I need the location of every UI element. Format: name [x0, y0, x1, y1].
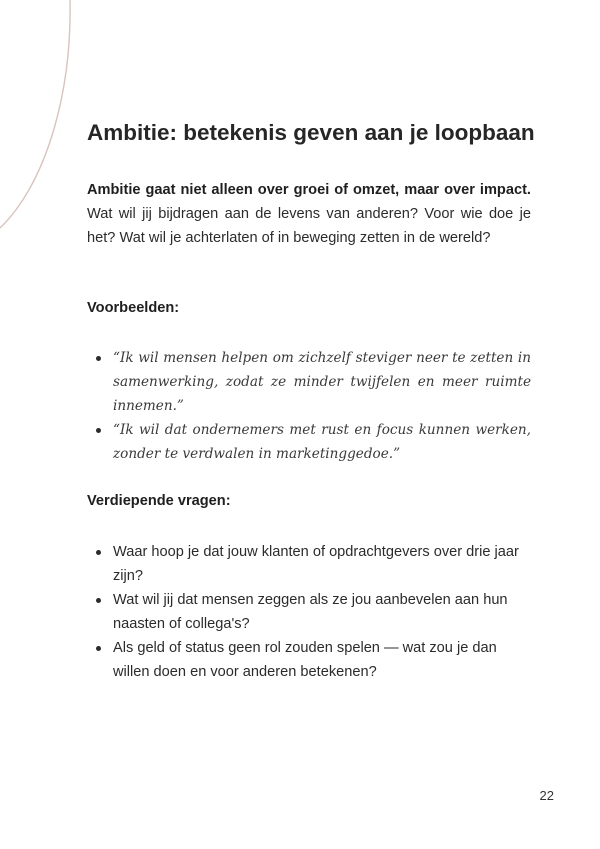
intro-paragraph	[87, 178, 531, 250]
intro-body-text: Wat wil jij bijdragen aan de levens van anderen? Voor wie doe je het? Wat wil je achterlaten of in beweging zetten in de wereld?	[87, 206, 531, 246]
example-item-text: “Ik wil mensen helpen om zichzelf steviger neer te zetten in samenwerking, zodat ze minder twijfelen en meer ruimte innemen.”	[113, 350, 531, 414]
page-number: 22	[539, 788, 554, 803]
questions-heading: Verdiepende vragen:	[87, 493, 231, 509]
examples-list	[87, 346, 531, 466]
questions-list	[87, 540, 531, 684]
examples-heading: Voorbeelden:	[87, 300, 180, 316]
bullet-icon	[96, 598, 101, 603]
example-item	[87, 346, 531, 418]
question-item	[87, 540, 531, 588]
question-item	[87, 588, 531, 636]
question-item	[87, 636, 531, 684]
intro-bold-text: Ambitie gaat niet alleen over groei of omzet, maar over impact.	[87, 182, 531, 198]
bullet-icon	[96, 428, 101, 433]
question-item-text: Als geld of status geen rol zouden spelen — wat zou je dan willen doen en voor anderen betekenen?	[113, 640, 497, 680]
page-title: Ambitie: betekenis geven aan je loopbaan	[87, 120, 535, 145]
decorative-arc	[0, 0, 80, 240]
bullet-icon	[96, 646, 101, 651]
example-item-text: “Ik wil dat ondernemers met rust en focus kunnen werken, zonder te verdwalen in marketinggedoe.”	[113, 422, 531, 462]
example-item	[87, 418, 531, 466]
question-item-text: Waar hoop je dat jouw klanten of opdrachtgevers over drie jaar zijn?	[113, 544, 519, 584]
bullet-icon	[96, 356, 101, 361]
question-item-text: Wat wil jij dat mensen zeggen als ze jou aanbevelen aan hun naasten of collega's?	[113, 592, 508, 632]
bullet-icon	[96, 550, 101, 555]
